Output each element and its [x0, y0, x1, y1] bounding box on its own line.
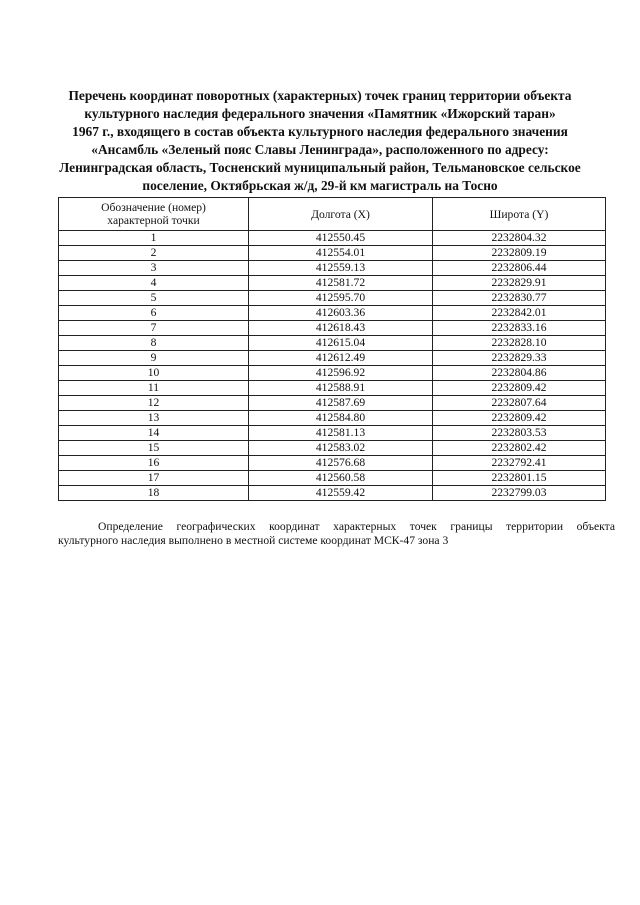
- document-title: [40, 87, 600, 195]
- title-line: «Ансамбль «Зеленый пояс Славы Ленинграда», расположенного по адресу:: [91, 142, 549, 157]
- title-line: поселение, Октябрьская ж/д, 29-й км магистраль на Тосно: [142, 178, 498, 193]
- header-point-number: Обозначение (номер) характерной точки: [59, 198, 249, 231]
- latitude-cell: 2232803.53: [433, 426, 606, 441]
- table-row: [59, 276, 606, 291]
- point-number-cell: 8: [59, 336, 249, 351]
- title-line: культурного наследия федерального значения «Памятник «Ижорский таран»: [84, 106, 556, 121]
- point-number-cell: 3: [59, 261, 249, 276]
- table-row: [59, 426, 606, 441]
- point-number-cell: 14: [59, 426, 249, 441]
- latitude-cell: 2232801.15: [433, 471, 606, 486]
- point-number-cell: 2: [59, 246, 249, 261]
- longitude-cell: 412612.49: [249, 351, 433, 366]
- latitude-cell: 2232829.33: [433, 351, 606, 366]
- latitude-cell: 2232807.64: [433, 396, 606, 411]
- table-row: [59, 336, 606, 351]
- table-row: [59, 321, 606, 336]
- longitude-cell: 412588.91: [249, 381, 433, 396]
- latitude-cell: 2232829.91: [433, 276, 606, 291]
- latitude-cell: 2232833.16: [433, 321, 606, 336]
- point-number-cell: 18: [59, 486, 249, 501]
- table-row: [59, 306, 606, 321]
- longitude-cell: 412559.42: [249, 486, 433, 501]
- latitude-cell: 2232809.19: [433, 246, 606, 261]
- latitude-cell: 2232806.44: [433, 261, 606, 276]
- title-line: Ленинградская область, Тосненский муниципальный район, Тельмановское сельское: [59, 160, 581, 175]
- point-number-cell: 12: [59, 396, 249, 411]
- table-row: [59, 231, 606, 246]
- latitude-cell: 2232809.42: [433, 411, 606, 426]
- longitude-cell: 412583.02: [249, 441, 433, 456]
- table-row: [59, 366, 606, 381]
- table-row: [59, 471, 606, 486]
- longitude-cell: 412618.43: [249, 321, 433, 336]
- latitude-cell: 2232799.03: [433, 486, 606, 501]
- latitude-cell: 2232802.42: [433, 441, 606, 456]
- longitude-cell: 412584.80: [249, 411, 433, 426]
- table-row: [59, 351, 606, 366]
- coordinates-table: [58, 197, 606, 501]
- longitude-cell: 412603.36: [249, 306, 433, 321]
- point-number-cell: 16: [59, 456, 249, 471]
- longitude-cell: 412560.58: [249, 471, 433, 486]
- latitude-cell: 2232809.42: [433, 381, 606, 396]
- point-number-cell: 7: [59, 321, 249, 336]
- table-row: [59, 381, 606, 396]
- table-row: [59, 291, 606, 306]
- longitude-cell: 412596.92: [249, 366, 433, 381]
- table-row: [59, 396, 606, 411]
- longitude-cell: 412595.70: [249, 291, 433, 306]
- longitude-cell: 412615.04: [249, 336, 433, 351]
- footnote-line: культурного наследия выполнено в местной системе координат МСК-47 зона 3: [58, 534, 449, 547]
- table-row: [59, 261, 606, 276]
- title-line: 1967 г., входящего в состав объекта культурного наследия федерального значения: [72, 124, 568, 139]
- latitude-cell: 2232804.86: [433, 366, 606, 381]
- longitude-cell: 412581.72: [249, 276, 433, 291]
- footnote: [58, 520, 615, 548]
- point-number-cell: 6: [59, 306, 249, 321]
- longitude-cell: 412554.01: [249, 246, 433, 261]
- table-row: [59, 411, 606, 426]
- point-number-cell: 10: [59, 366, 249, 381]
- point-number-cell: 9: [59, 351, 249, 366]
- latitude-cell: 2232830.77: [433, 291, 606, 306]
- point-number-cell: 4: [59, 276, 249, 291]
- longitude-cell: 412587.69: [249, 396, 433, 411]
- longitude-cell: 412576.68: [249, 456, 433, 471]
- table-row: [59, 441, 606, 456]
- latitude-cell: 2232828.10: [433, 336, 606, 351]
- footnote-line: Определение географических координат характерных точек границы территории объекта: [98, 520, 615, 533]
- longitude-cell: 412581.13: [249, 426, 433, 441]
- latitude-cell: 2232804.32: [433, 231, 606, 246]
- point-number-cell: 1: [59, 231, 249, 246]
- latitude-cell: 2232792.41: [433, 456, 606, 471]
- table-header-row: [59, 198, 606, 231]
- table-row: [59, 456, 606, 471]
- title-line: Перечень координат поворотных (характерных) точек границ территории объекта: [68, 88, 572, 103]
- latitude-cell: 2232842.01: [433, 306, 606, 321]
- longitude-cell: 412550.45: [249, 231, 433, 246]
- point-number-cell: 17: [59, 471, 249, 486]
- longitude-cell: 412559.13: [249, 261, 433, 276]
- table-row: [59, 246, 606, 261]
- table-row: [59, 486, 606, 501]
- point-number-cell: 11: [59, 381, 249, 396]
- point-number-cell: 15: [59, 441, 249, 456]
- header-longitude-x: Долгота (X): [249, 198, 433, 231]
- point-number-cell: 13: [59, 411, 249, 426]
- header-latitude-y: Широта (Y): [433, 198, 606, 231]
- point-number-cell: 5: [59, 291, 249, 306]
